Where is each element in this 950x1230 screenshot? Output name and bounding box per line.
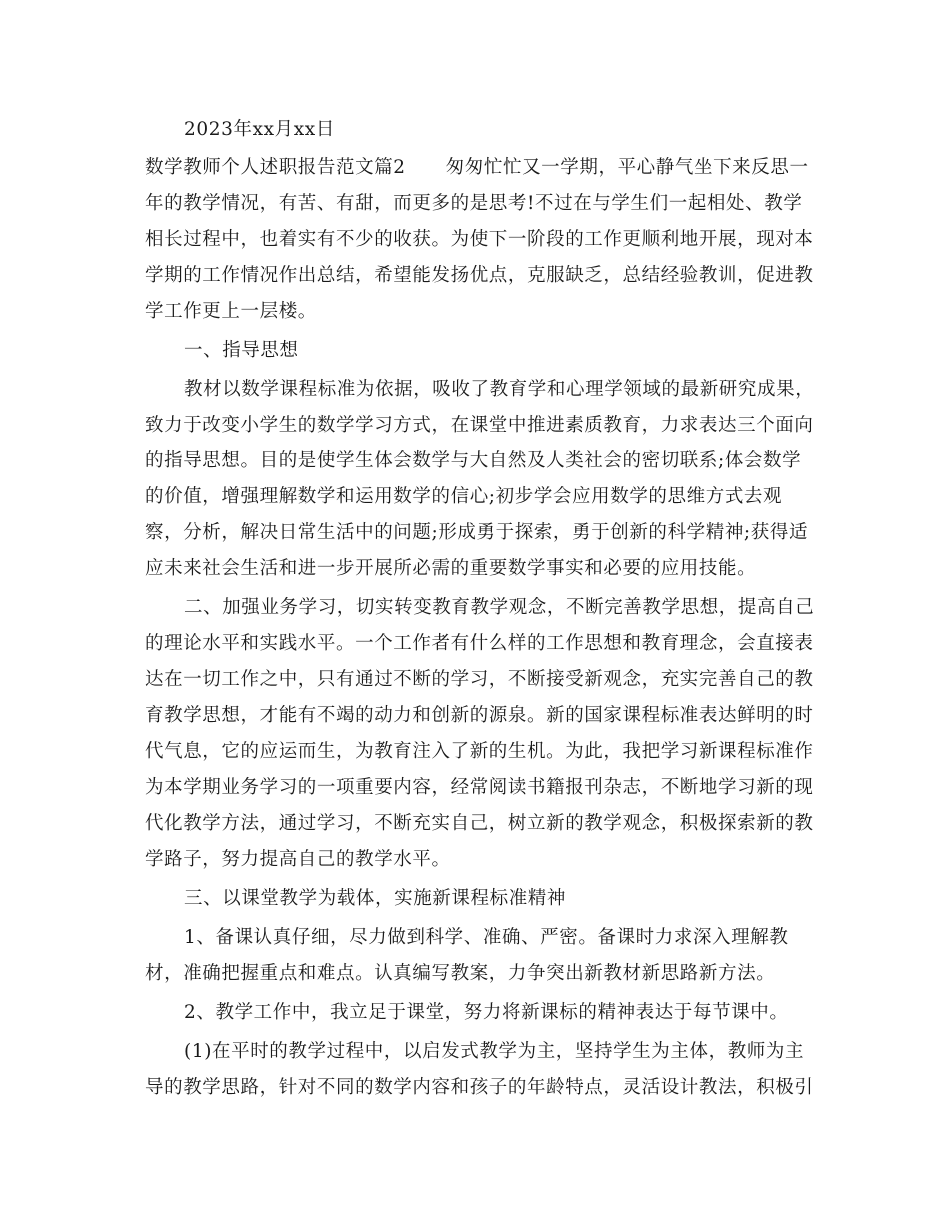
paragraph-line: 致力于改变小学生的数学学习方式，在课堂中推进素质教育，力求表达三个面向 <box>145 415 814 436</box>
paragraph-line: 的价值，增强理解数学和运用数学的信心;初步学会应用数学的思维方式去观 <box>145 486 783 507</box>
paragraph-line: (1)在平时的教学过程中，以启发式教学为主，坚持学生为主体，教师为主 <box>184 1041 805 1062</box>
section-heading: 三、以课堂教学为载体，实施新课程标准精神 <box>184 888 567 909</box>
heading-line <box>145 156 809 180</box>
paragraph-line: 应未来社会生活和进一步开展所必需的重要数学事实和必要的应用技能。 <box>145 558 757 579</box>
section-heading: 二、加强业务学习，切实转变教育教学观念，不断完善教学思想，提高自己 <box>184 597 815 618</box>
paragraph-line: 相长过程中，也着实有不少的收获。为使下一阶段的工作更顺利地开展，现对本 <box>145 229 814 250</box>
paragraph-line: 1、备课认真仔细，尽力做到科学、准确、严密。备课时力求深入理解教 <box>184 927 789 948</box>
paragraph-line: 匆匆忙忙又一学期，平心静气坐下来反思一 <box>445 157 809 178</box>
paragraph-line: 代气息，它的应运而生，为教育注入了新的生机。为此，我把学习新课程标准作 <box>145 741 814 762</box>
paragraph-line: 2、教学工作中，我立足于课堂，努力将新课标的精神表达于每节课中。 <box>184 1002 789 1023</box>
paragraph-line: 察，分析，解决日常生活中的问题;形成勇于探索，勇于创新的科学精神;获得适 <box>145 522 809 543</box>
date-line: 2023年xx月xx日 <box>184 119 335 140</box>
paragraph-line: 的理论水平和实践水平。一个工作者有什么样的工作思想和教育理念，会直接表 <box>145 633 814 654</box>
paragraph-line: 为本学期业务学习的一项重要内容，经常阅读书籍报刊杂志，不断地学习新的现 <box>145 777 814 798</box>
paragraph-line: 年的教学情况，有苦、有甜，而更多的是思考!不过在与学生们一起相处、教学 <box>145 193 803 214</box>
article-heading: 数学教师个人述职报告范文篇2 <box>145 157 406 178</box>
paragraph-line: 学期的工作情况作出总结，希望能发扬优点，克服缺乏，总结经验教训，促进教 <box>145 265 814 286</box>
section-heading: 一、指导思想 <box>184 340 299 361</box>
paragraph-line: 育教学思想，才能有不竭的动力和创新的源泉。新的国家课程标准表达鲜明的时 <box>145 705 814 726</box>
paragraph-line: 材，准确把握重点和难点。认真编写教案，力争突出新教材新思路新方法。 <box>145 963 776 984</box>
paragraph-line: 达在一切工作之中，只有通过不断的学习，不断接受新观念，充实完善自己的教 <box>145 669 814 690</box>
paragraph-line: 学路子，努力提高自己的教学水平。 <box>145 849 451 870</box>
paragraph-line: 代化教学方法，通过学习，不断充实自己，树立新的教学观念，积极探索新的教 <box>145 813 814 834</box>
paragraph-line: 学工作更上一层楼。 <box>145 301 317 322</box>
paragraph-line: 教材以数学课程标准为依据，吸收了教育学和心理学领域的最新研究成果， <box>184 379 815 400</box>
paragraph-line: 导的教学思路，针对不同的数学内容和孩子的年龄特点，灵活设计教法，积极引 <box>145 1077 814 1098</box>
paragraph-line: 的指导思想。目的是使学生体会数学与大自然及人类社会的密切联系;体会数学 <box>145 450 802 471</box>
